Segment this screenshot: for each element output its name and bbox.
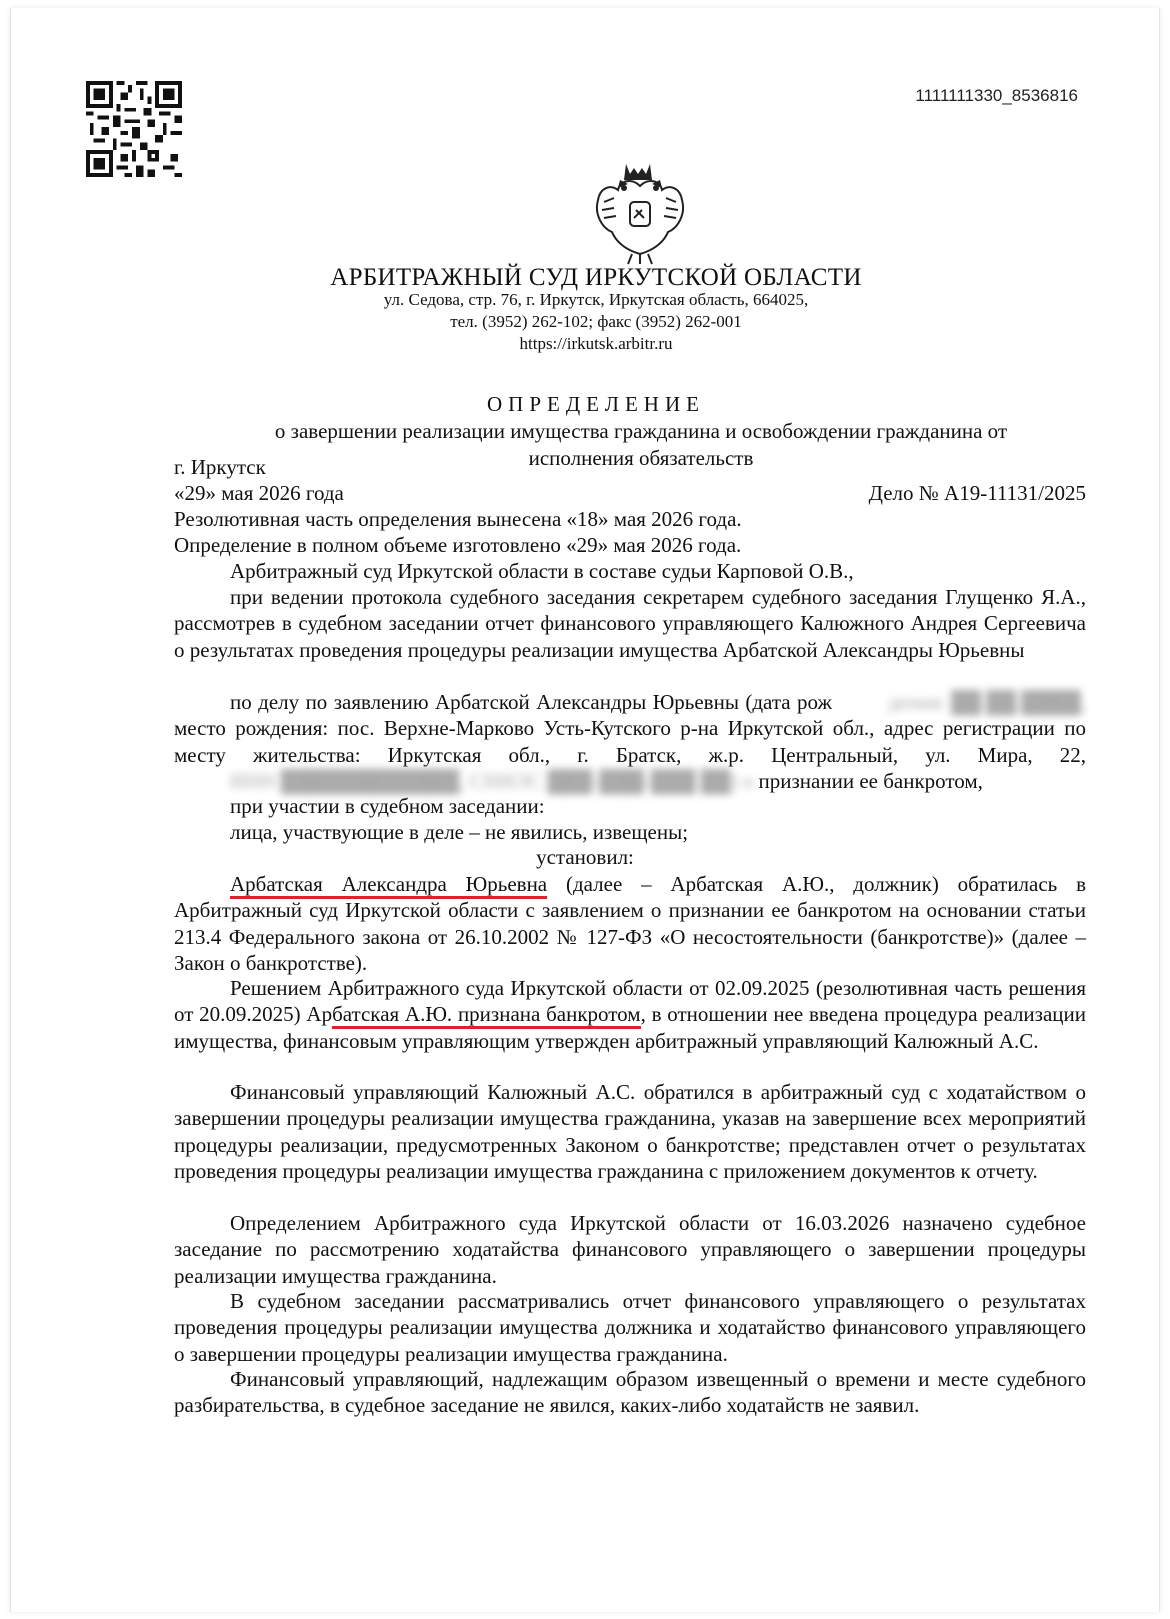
case-text-4: признании ее банкротом, — [758, 769, 983, 794]
paragraph-2-text-end: , в отношении нее введена процедура реализации имущества, финансовым управляющим утвержден арбитражный управляющий Калюжный А.С. — [174, 1002, 1086, 1053]
paragraph-1-text: (далее – Арбатская А.Ю., должник) обратилась в Арбитражный суд Иркутской области с заявлением о признании ее банкротом на основании статьи 213.4 Федерального закона от 26.10.2002 № 127-ФЗ «О несостоятельности (банкротстве)» (далее – Закон о банкротстве). — [174, 872, 1086, 976]
established-heading: установил: — [536, 845, 634, 869]
case-text-1: по делу по заявлению Арбатской Александры Юрьевны (дата рож — [230, 690, 832, 714]
coat-of-arms-icon — [590, 158, 690, 268]
persons-line: лица, участвующие в деле – не явились, извещены; — [230, 820, 689, 844]
participation-line: при участии в судебном заседании: — [230, 794, 545, 818]
court-address: ул. Седова, стр. 76, г. Иркутск, Иркутская область, 664025, — [383, 290, 809, 309]
paragraph-5: В судебном заседании рассматривались отчет финансового управляющего о результатах проведения процедуры реализации имущества должника и ходатайство финансового управляющего о завершении процедуры реализации имущества гражданина. — [174, 1289, 1086, 1366]
court-website: https://irkutsk.arbitr.ru — [519, 334, 673, 353]
document-number: 1111111330_8536816 — [915, 86, 1078, 105]
paragraph-3: Финансовый управляющий Калюжный А.С. обратился в арбитражный суд с ходатайством о завершении процедуры реализации имущества гражданина, указав на завершение всех мероприятий процедуры реализации, предусмотренных Законом о банкротстве; представлен отчет о результатах проведения процедуры реализации имущества гражданина с приложением документов к отчету. — [174, 1080, 1086, 1184]
paragraph-4: Определением Арбитражного суда Иркутской области от 16.03.2026 назначено судебное заседание по рассмотрению ходатайства финансового управляющего о завершении процедуры реализации имущества гражданина. — [174, 1211, 1086, 1288]
highlight-debtor-name: Арбатская Александра Юрьевна — [230, 872, 547, 899]
protocol-paragraph: при ведении протокола судебного заседания секретарем судебного заседания Глущенко Я.А., рассмотрев в судебном заседании отчет финансового управляющего Калюжного Андрея Сергеевича о результатах проведения процедуры реализации имущества Арбатской Александры Юрьевны — [174, 585, 1086, 662]
paragraph-1 — [174, 871, 1086, 977]
resolution-line: Резолютивная часть определения вынесена «18» мая 2026 года. — [174, 507, 742, 531]
highlight-bankrupt: батская А.Ю. признана банкротом — [332, 1002, 640, 1029]
city: г. Иркутск — [174, 455, 266, 479]
court-name: АРБИТРАЖНЫЙ СУД ИРКУТСКОЙ ОБЛАСТИ — [330, 264, 862, 291]
court-phone: тел. (3952) 262-102; факс (3952) 262-001 — [450, 312, 742, 331]
qr-code — [86, 81, 182, 177]
document-subheading: о завершении реализации имущества гражданина и освобождении гражданина от исполнения обязательств — [274, 419, 1008, 470]
paragraph-2 — [174, 975, 1086, 1054]
full-text-line: Определение в полном объеме изготовлено «29» мая 2026 года. — [174, 533, 742, 557]
redacted-ids: ИНН ████████████, СНИЛС ███-███-███ ██) о — [230, 769, 754, 794]
document-heading: ОПРЕДЕЛЕНИЕ — [487, 392, 705, 416]
court-composition: Арбитражный суд Иркутской области в составе судьи Карповой О.В., — [230, 559, 854, 583]
case-paragraph — [174, 689, 1086, 795]
case-text-2: место рождения: пос. Верхне-Марково Усть-Кутского р-на Иркутской обл., адрес регистрации по месту жительства: Иркутская обл., г. Братск, ж.р. Центральный, ул. Мира, — [174, 716, 1086, 767]
paragraph-6: Финансовый управляющий, надлежащим образом извещенный о времени и месте судебного разбирательства, в судебное заседание не явился, каких-либо ходатайств не заявил. — [174, 1367, 1086, 1418]
document-date: «29» мая 2026 года — [174, 481, 344, 505]
case-text-3: 22, — [1059, 742, 1086, 767]
redacted-birthdate: дения: ██.██.████, — [887, 690, 1086, 714]
paragraph-2-text-start: Решением Арбитражного суда Иркутской области от 02.09.2025 (резолютивная часть решения от 20.09.2025) Ар — [174, 976, 1086, 1027]
case-number: Дело № А19-11131/2025 — [868, 481, 1086, 505]
